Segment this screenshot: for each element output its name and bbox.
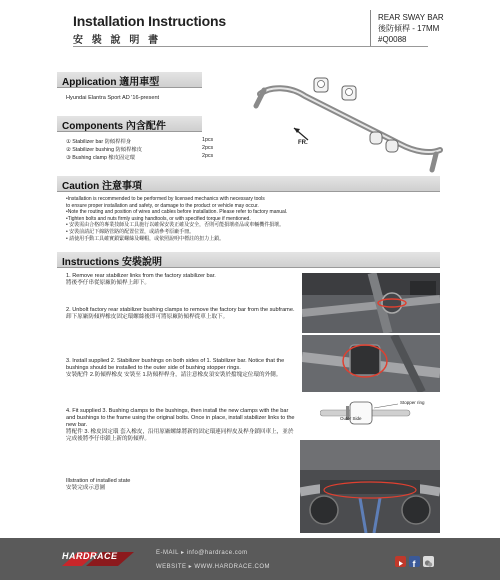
photo-installed-state-art [300,440,440,533]
caution-line: • 安裝前請記下線路管路的配置位置，或請參考原廠手冊。 [66,228,195,235]
stopper-ring-label: Stopper ring [400,400,425,405]
step-1 [66,273,298,287]
caution-text [66,196,436,242]
step-3-en: 3. Install supplied 2. Stabilizer bushings on both sides of 1. Stabilizer bar. Notice that the bushings should be installed to the outer side of bushing stopper rings. [66,358,285,371]
svg-text:f: f [412,559,416,569]
step-1-cn: 將後李仔串從原廠防傾桿上卸下。 [66,280,150,286]
illustration-caption [66,478,298,492]
instructions-heading-bar [57,252,440,268]
component-item-3: ③ Bushing clamp 橡皮固定環 [66,155,135,161]
caution-line: to ensure proper installation and safety, or damage to the product or vehicle may occur. [66,202,259,209]
header-divider [370,10,371,46]
step-4 [66,408,298,443]
photo-bushing-clamp-art [302,335,440,392]
application-heading-bar [57,72,202,88]
header-rule [73,46,428,47]
step-3-cn: 安裝配件 2.防傾桿橡皮 安裝至 1.防傾桿桿身，請注意橡皮須安裝於擋塊定位環的外側。 [66,372,282,378]
page-title: Installation Instructions [73,13,226,29]
component-qty-1: 1pcs [202,137,214,143]
vehicle-application: Hyundai Elantra Sport AD '16-present [66,95,160,101]
caution-line: •Tighten bolts and nuts firmly using handtools, or with specified torque if mentioned. [66,215,251,222]
bushing-clamp-1 [314,78,328,92]
footer-website[interactable]: WEBSITE ▸ WWW.HARDRACE.COM [156,564,271,570]
page-subtitle: 安 裝 說 明 書 [73,35,162,46]
caution-heading: Caution 注意事項 [62,181,142,192]
step-2 [66,307,298,321]
caution-line: • 安裝需由合格的專業技師及工具施行以確保安裝正確及安全，否則可能損壞產品或車輛機件損壞。 [66,222,285,229]
footer-email[interactable]: E-MAIL ▸ info@hardrace.com [156,550,248,556]
part-number: #Q0088 [378,35,407,44]
illustration-caption-cn: 安裝完成示意圖 [66,485,106,491]
caution-heading-bar [57,176,440,192]
header-right [378,12,444,45]
component-item-2: ② Stabilizer bushing 防傾桿橡皮 [66,147,142,153]
step-3 [66,358,298,379]
header-left [73,13,226,46]
step-1-en: 1. Remove rear stabilizer links from the factory stabilizer bar. [66,273,216,279]
photo-stabilizer-link-art [302,273,440,333]
component-qty-2: 2pcs [202,145,214,151]
illustration-caption-en: Illstration of installed state [66,478,131,484]
outer-side-label: Outer Side [340,416,362,421]
bushing-1 [370,132,382,144]
facebook-icon[interactable] [409,556,420,567]
components-heading: Components 內含配件 [62,121,166,132]
caution-line: •Note the routing and position of wires and cables before installation. Please refer to factory manual. [66,209,288,216]
sway-bar-diagram [250,66,450,176]
photo-bushing-clamp [302,335,440,392]
stopper-leader-line [374,404,398,408]
bushing-clamp-2 [342,86,356,100]
product-name-cn: 後防傾桿 - 17MM [378,24,440,33]
component-item-1: ① Stabilizer bar 防傾桿桿身 [66,139,132,145]
photo-installed-state [300,440,440,533]
front-direction-label: FR. [298,140,308,146]
brand-logo: HARDRACE [62,551,118,561]
component-qty-3: 2pcs [202,153,214,159]
components-heading-bar [57,116,202,132]
youtube-icon[interactable] [395,556,406,567]
wechat-icon[interactable] [423,556,434,567]
caution-line: •Installation is recommended to be performed by licensed mechanics with necessary tools [66,196,265,202]
bushing-2 [386,140,398,152]
caution-line: • 請使用手動工具確實鎖緊螺絲及螺帽，或依照說明中標註的扭力上鎖。 [66,235,225,242]
step-2-en: 2. Unbolt factory rear stabilizer bushing clamps to remove the factory bar from the subframe. [66,307,295,313]
step-2-cn: 卸下原廠防傾桿橡皮固定環螺絲後即可將原廠防傾桿從車上取下。 [66,314,229,320]
instructions-heading: Instructions 安裝說明 [62,257,163,268]
product-name: REAR SWAY BAR [378,13,444,22]
application-heading: Application 適用車型 [62,77,160,88]
step-4-en: 4. Fit supplied 3. Bushing clamps to the bushings, then install the new clamps with the bar and bushings to the frame using the original bolts. Once in place, install stabilizer links to the new bar. [66,408,295,428]
step-4-cn: 將配件 3. 橡皮固定環 套入橡皮，沿用原廠螺絲將新的固定環連同桿皮及桿身鎖回車上，並於完成後將李仔串鎖上新的防傾桿。 [66,429,294,442]
photo-stabilizer-link [302,273,440,333]
bar-end-right [432,154,436,170]
